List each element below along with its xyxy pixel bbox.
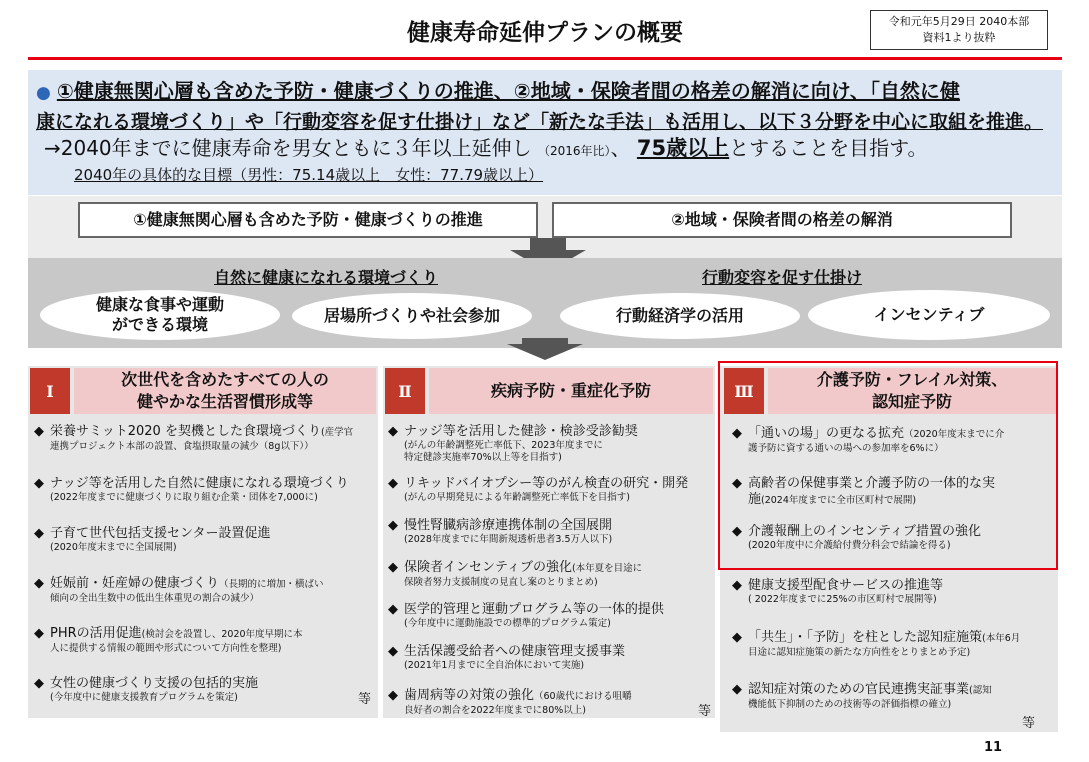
list-item	[388, 560, 712, 589]
list-item-sub: 目途に認知症施策の新たな方向性をとりまとめ予定)	[748, 647, 971, 658]
roman-badge-1: Ⅰ	[30, 368, 70, 414]
diamond-bullet-icon: ◆	[732, 682, 742, 697]
list-item-inline: （長期的に増加・横ばい	[219, 579, 324, 590]
method-oval-food-text: 健康な食事や運動 ができる環境	[95, 295, 224, 334]
list-item-main: ナッジ等を活用した自然に健康になれる環境づくり	[50, 476, 349, 491]
method-oval-incentive: インセンティブ	[808, 290, 1050, 340]
strategy-box-left: ①健康無関心層も含めた予防・健康づくりの推進	[78, 202, 538, 238]
column-3-etc: 等	[1022, 716, 1036, 731]
method-oval-place: 居場所づくりや社会参加	[292, 293, 532, 339]
list-item-main: 生活保護受給者への健康管理支援事業	[404, 644, 626, 659]
list-item	[388, 518, 712, 546]
diamond-bullet-icon: ◆	[732, 578, 742, 593]
list-item-main: 「共生」・「予防」を柱とした認知症施策	[748, 630, 983, 645]
list-item-main: ナッジ等を活用した健診・検診受診勧奨	[404, 424, 638, 439]
summary-line3c: 、	[610, 136, 631, 160]
source-note-line1: 令和元年5月29日 2040本部	[888, 15, 1030, 28]
list-item	[34, 676, 376, 704]
list-item-main: 認知症対策のための官民連携実証事業	[748, 682, 970, 697]
diamond-bullet-icon: ◆	[388, 518, 398, 533]
page-number: 11	[984, 740, 1003, 755]
list-item-sub: (今年度中に健康支援教育プログラムを策定)	[50, 692, 238, 703]
list-item-sub: (がんの年齢調整死亡率低下、2023年度までに 特定健診実施率70%以上等を目指す)	[404, 440, 603, 463]
list-item-inline: (認知	[969, 685, 992, 696]
list-item-inline: （60歳代における咀嚼	[534, 691, 632, 702]
list-item-sub: 傾向の全出生数中の低出生体重児の割合の減少）	[50, 593, 260, 604]
list-item	[732, 630, 1054, 659]
summary-line3e: とすることを目指す。	[729, 136, 928, 160]
list-item-sub: (2020年度中に介護給付費分科会で結論を得る)	[748, 540, 951, 551]
list-item-main: 高齢者の保健事業と介護予防の一体的な実	[748, 476, 996, 491]
list-item	[388, 688, 712, 717]
summary-line1b: 康になれる環境づくり」や「行動変容を促す仕掛け」など「新たな手法」も活用し、以下３分野を中心に取組を推進。	[36, 111, 1044, 133]
roman-badge-3: Ⅲ	[724, 368, 764, 414]
list-item-inline: (本年夏を目途に	[571, 563, 643, 574]
summary-line3d: 75歳以上	[636, 136, 730, 160]
column-2-title: 疾病予防・重症化予防	[429, 368, 713, 414]
bullet-dot-icon: ●	[36, 83, 51, 103]
diamond-bullet-icon: ◆	[732, 476, 742, 491]
diamond-bullet-icon: ◆	[34, 424, 44, 439]
list-item-sub: 人に提供する情報の範囲や形式について方向性を整理)	[50, 643, 282, 654]
list-item-main: 保険者インセンティブの強化	[404, 560, 572, 575]
list-item-sub: (2028年度までに年間新規透析患者3.5万人以下)	[404, 534, 613, 545]
list-item	[388, 424, 712, 464]
column-1-title-text: 次世代を含めたすべての人の 健やかな生活習慣形成等	[121, 370, 329, 411]
diamond-bullet-icon: ◆	[34, 526, 44, 541]
list-item	[732, 578, 1054, 606]
list-item-main: 「通いの場」の更なる拡充	[748, 426, 905, 441]
list-item-sub: (2022年度までに健康づくりに取り組む企業・団体を7,000に)	[50, 492, 318, 503]
diamond-bullet-icon: ◆	[388, 602, 398, 617]
column-3-title-text: 介護予防・フレイル対策、 認知症予防	[816, 370, 1008, 411]
list-item	[34, 626, 376, 655]
list-item-main: 栄養サミット2020 を契機とした食環境づくり	[50, 424, 321, 439]
diamond-bullet-icon: ◆	[34, 576, 44, 591]
list-item	[388, 476, 712, 504]
list-item-main: 妊娠前・妊産婦の健康づくり	[50, 576, 220, 591]
page-title: 健康寿命延伸プランの概要	[407, 20, 683, 46]
list-item-sub: 保険者努力支援制度の見直し案のとりまとめ)	[404, 577, 598, 588]
summary-goal	[44, 134, 1054, 165]
list-item-main: 介護報酬上のインセンティブ措置の強化	[748, 524, 981, 539]
list-item-sub: 機能低下抑制のための技術等の評価指標の確立)	[748, 699, 952, 710]
source-note	[870, 10, 1048, 50]
title-divider	[28, 57, 1062, 60]
list-item-main: 女性の健康づくり支援の包括的実施	[50, 676, 259, 691]
diamond-bullet-icon: ◆	[388, 644, 398, 659]
list-item	[388, 602, 712, 630]
summary-target: 2040年の具体的な目標（男性：75.14歳以上 女性：77.79歳以上）	[74, 166, 544, 184]
diamond-bullet-icon: ◆	[34, 626, 44, 641]
list-item-inline: (検討会を設置し、2020年度早期に本	[141, 629, 303, 640]
list-item-sub: (今年度中に運動施設での標準的プログラム策定)	[404, 618, 611, 629]
summary-line1a: ①健康無関心層も含めた予防・健康づくりの推進、②地域・保険者間の格差の解消に向け、「自然に健	[56, 79, 960, 103]
down-arrow-icon	[507, 344, 583, 360]
list-item-inline: （2020年度末までに介	[904, 429, 1005, 440]
list-item-inline: (本年6月	[982, 633, 1021, 644]
list-item	[388, 644, 712, 672]
list-item-sub: 良好者の割合を2022年度までに80%以上)	[404, 705, 586, 716]
column-1-title	[74, 368, 376, 414]
method-oval-food	[40, 290, 280, 340]
list-item-sub: (がんの早期発見による年齢調整死亡率低下を目指す)	[404, 492, 630, 503]
diamond-bullet-icon: ◆	[388, 424, 398, 439]
method-oval-behavioral: 行動経済学の活用	[560, 293, 800, 339]
source-note-line2: 資料1より抜粋	[922, 31, 996, 44]
list-item-sub: (2020年度末までに全国展開)	[50, 542, 177, 553]
diamond-bullet-icon: ◆	[388, 688, 398, 703]
highlight-frame	[718, 361, 1058, 570]
list-item-inline: (2024年度までに全市区町村で展開)	[761, 495, 917, 506]
methods-label-left: 自然に健康になれる環境づくり	[214, 268, 439, 287]
list-item-main-cont: 施	[748, 492, 762, 507]
strategy-box-right: ②地域・保険者間の格差の解消	[552, 202, 1012, 238]
diamond-bullet-icon: ◆	[732, 524, 742, 539]
list-item-sub: ( 2022年度までに25%の市区町村で展開等)	[748, 594, 937, 605]
diamond-bullet-icon: ◆	[388, 560, 398, 575]
list-item-main: 医学的管理と運動プログラム等の一体的提供	[404, 602, 664, 617]
summary-main	[36, 77, 1056, 136]
roman-badge-2: Ⅱ	[385, 368, 425, 414]
list-item	[34, 526, 376, 554]
diamond-bullet-icon: ◆	[732, 630, 742, 645]
diamond-bullet-icon: ◆	[732, 426, 742, 441]
list-item	[34, 476, 376, 504]
list-item-main: 慢性腎臓病診療連携体制の全国展開	[404, 518, 613, 533]
list-item-sub: 連携プロジェクト本部の設置、食塩摂取量の減少（8g以下））	[50, 441, 314, 452]
diamond-bullet-icon: ◆	[34, 476, 44, 491]
summary-line3a: →2040年までに健康寿命を男女ともに３年以上延伸し	[44, 136, 532, 160]
summary-line3b: （2016年比）	[538, 144, 611, 158]
column-2-etc: 等	[698, 704, 712, 719]
list-item-main: 歯周病等の対策の強化	[404, 688, 535, 703]
list-item-main: PHRの活用促進	[50, 626, 142, 641]
list-item	[34, 424, 376, 453]
methods-label-right: 行動変容を促す仕掛け	[702, 268, 863, 287]
column-1-etc: 等	[358, 692, 372, 707]
list-item-sub: (2021年1月までに全自治体において実施)	[404, 660, 585, 671]
list-item-main: リキッドバイオプシー等のがん検査の研究・開発	[404, 476, 689, 491]
list-item-main: 子育て世代包括支援センター設置促進	[50, 526, 271, 541]
list-item-main: 健康支援型配食サービスの推進等	[748, 578, 944, 593]
list-item	[34, 576, 376, 605]
list-item-inline: (産学官	[320, 427, 354, 438]
diamond-bullet-icon: ◆	[34, 676, 44, 691]
diamond-bullet-icon: ◆	[388, 476, 398, 491]
list-item	[732, 682, 1054, 711]
list-item-sub: 護予防に資する通いの場への参加率を6%に）	[748, 443, 944, 454]
